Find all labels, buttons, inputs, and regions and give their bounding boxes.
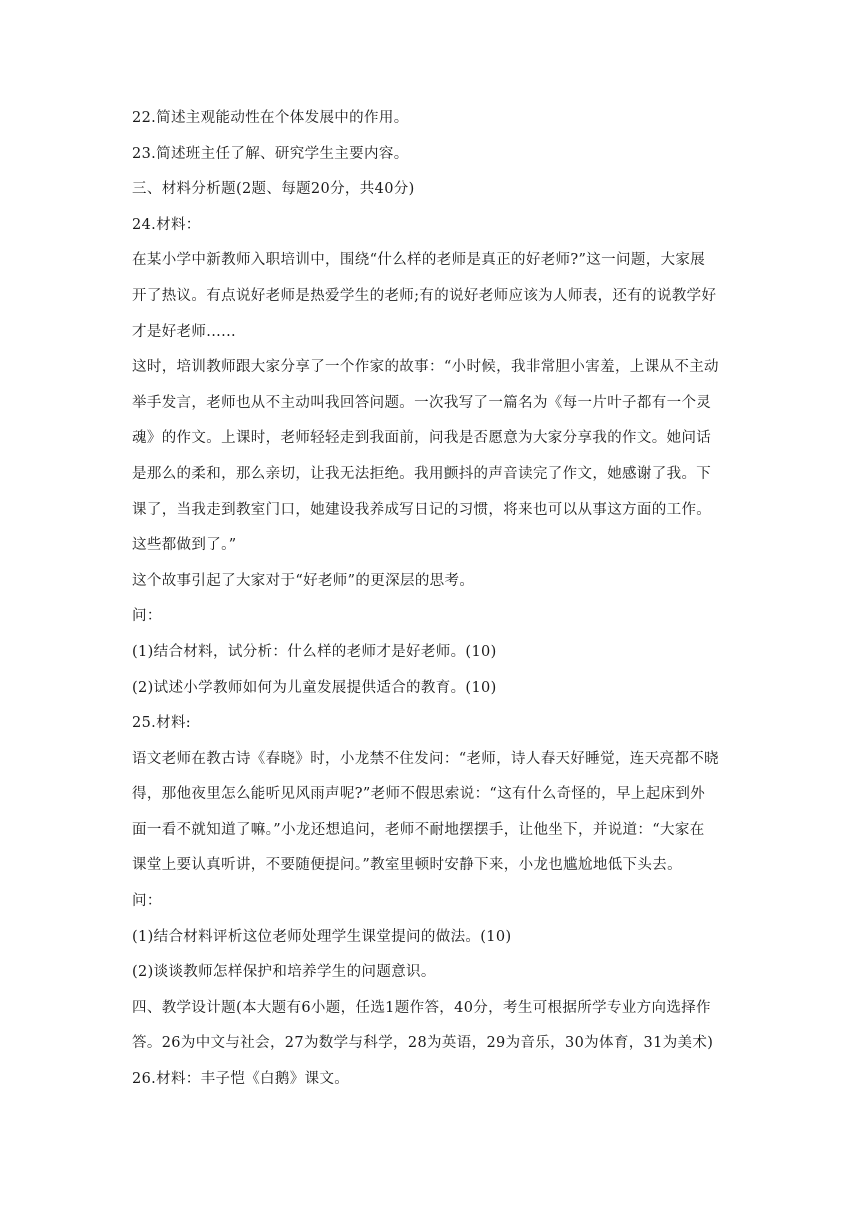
document-body: [132, 108, 732, 1105]
paragraph-line: 是那么的柔和，那么亲切，让我无法拒绝。我用颤抖的声音读完了作文，她感谢了我。下: [132, 465, 712, 482]
question-25-label: 25.材料:: [132, 715, 192, 732]
question-24-label: 24.材料：: [132, 216, 201, 233]
paragraph-line: 魂》的作文。上课时，老师轻轻走到我面前，问我是否愿意为大家分享我的作文。她问话: [132, 430, 712, 447]
paragraph-line: 面一看不就知道了嘛。”小龙还想追问，老师不耐地摆摆手，让他坐下，并说道：“大家在: [132, 821, 705, 838]
paragraph-line: 举手发言，老师也从不主动叫我回答问题。一次我写了一篇名为《每一片叶子都有一个灵: [132, 394, 712, 411]
paragraph-line: 开了热议。有点说好老师是热爱学生的老师;有的说好老师应该为人师表，还有的说教学好: [132, 287, 717, 304]
sub-question: (1)结合材料，试分析：什么样的老师才是好老师。(10): [132, 643, 497, 660]
paragraph-line: 课了，当我走到教室门口，她建设我养成写日记的习惯，将来也可以从事这方面的工作。: [132, 501, 712, 518]
question-prompt-label: 问：: [132, 608, 162, 625]
paragraph-line: 这时，培训教师跟大家分享了一个作家的故事：“小时候，我非常胆小害羞，上课从不主动: [132, 359, 719, 376]
paragraph-line: 才是好老师......: [132, 323, 237, 340]
question-26: 26.材料：丰子恺《白鹅》课文。: [132, 1071, 350, 1088]
section-heading-teaching-design: 四、教学设计题(本大题有6小题，任选1题作答，40分，考生可根据所学专业方向选择作: [132, 999, 711, 1016]
sub-question: (2)试述小学教师如何为儿童发展提供适合的教育。(10): [132, 679, 497, 696]
question-22: 22.简述主观能动性在个体发展中的作用。: [132, 110, 409, 126]
section-heading-continuation: 答。26为中文与社会，27为数学与科学，28为英语，29为音乐，30为体育，31为美术): [132, 1035, 714, 1052]
paragraph-line: 在某小学中新教师入职培训中，围绕“什么样的老师是真正的好老师?”这一问题，大家展: [132, 252, 706, 269]
sub-question: (2)谈谈教师怎样保护和培养学生的问题意识。: [132, 964, 436, 981]
question-23: 23.简述班主任了解、研究学生主要内容。: [132, 145, 409, 162]
section-heading-material-analysis: 三、材料分析题(2题、每题20分，共40分): [132, 181, 415, 198]
paragraph-line: 课堂上要认真听讲，不要随便提问。”教室里顿时安静下来，小龙也尴尬地低下头去。: [132, 857, 682, 874]
question-prompt-label: 问：: [132, 893, 162, 910]
paragraph-line: 这些都做到了。”: [132, 537, 237, 554]
paragraph-line: 这个故事引起了大家对于“好老师”的更深层的思考。: [132, 572, 475, 589]
sub-question: (1)结合材料评析这位老师处理学生课堂提问的做法。(10): [132, 928, 512, 945]
paragraph-line: 得，那他夜里怎么能听见风雨声呢?”老师不假思索说：“这有什么奇怪的，早上起床到外: [132, 786, 706, 803]
paragraph-line: 语文老师在教古诗《春晓》时，小龙禁不住发问：“老师，诗人春天好睡觉，连天亮都不晓: [132, 750, 719, 767]
